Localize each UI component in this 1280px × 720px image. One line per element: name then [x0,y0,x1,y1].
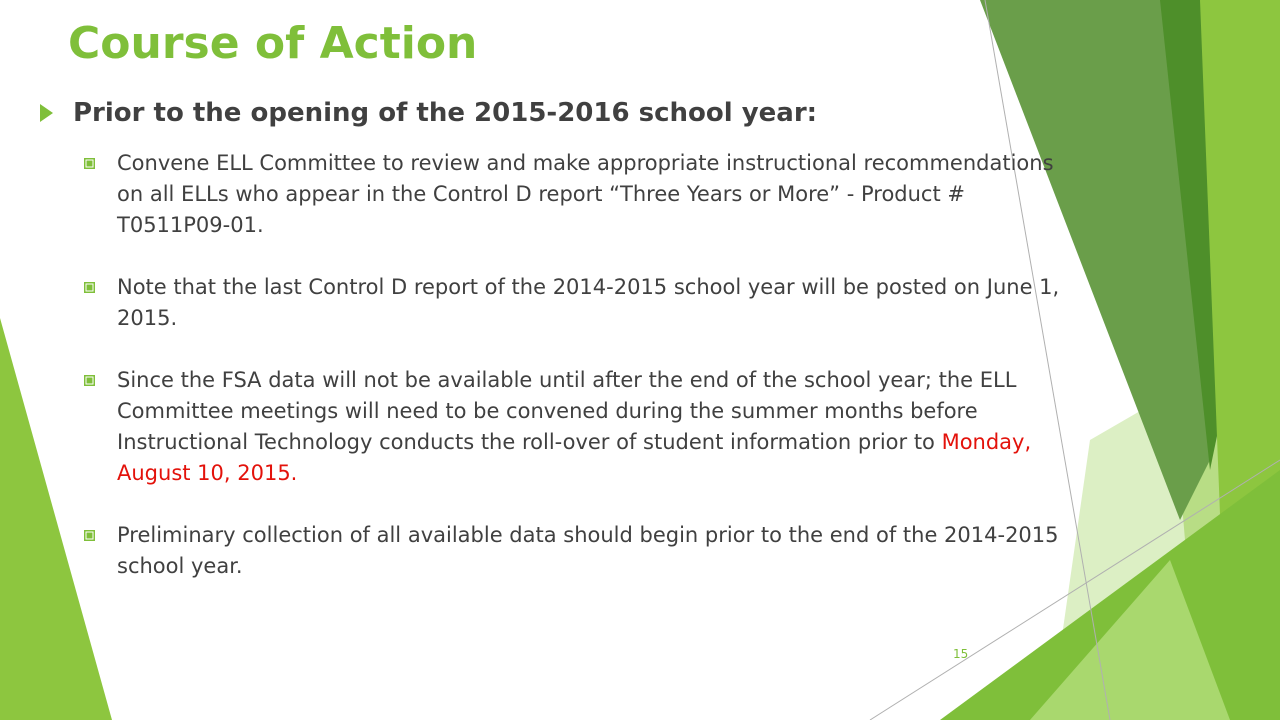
square-bullet-icon [84,158,95,169]
bullet-list [84,148,1084,613]
arrow-bullet-icon [40,104,53,122]
square-bullet-icon [84,282,95,293]
bullet-text: Since the FSA data will not be available until after the end of the school year; the ELL Committee meetings will need to be convened during the summer months before Instructional Technology conducts the roll-over of student information prior to [117,368,1017,454]
section-heading-text: Prior to the opening of the 2015-2016 school year: [73,98,818,128]
bullet-item [84,148,1084,241]
bullet-item [84,365,1084,489]
bullet-text: Preliminary collection of all available data should begin prior to the end of the 2014-2015 school year. [117,523,1059,578]
square-bullet-icon [84,375,95,386]
bullet-item [84,520,1084,582]
square-bullet-icon [84,530,95,541]
slide-title: Course of Action [68,18,478,69]
bullet-text: Convene ELL Committee to review and make appropriate instructional recommendations on all ELLs who appear in the Control D report “Three Years or More” - Product # T0511P09-01. [117,151,1054,237]
section-heading [40,98,817,128]
bullet-item [84,272,1084,334]
bullet-text: Note that the last Control D report of the 2014-2015 school year will be posted on June 1, 2015. [117,275,1060,330]
highlighted-date: Monday, August 10, 2015. [117,430,1032,485]
page-number: 15 [953,647,969,661]
